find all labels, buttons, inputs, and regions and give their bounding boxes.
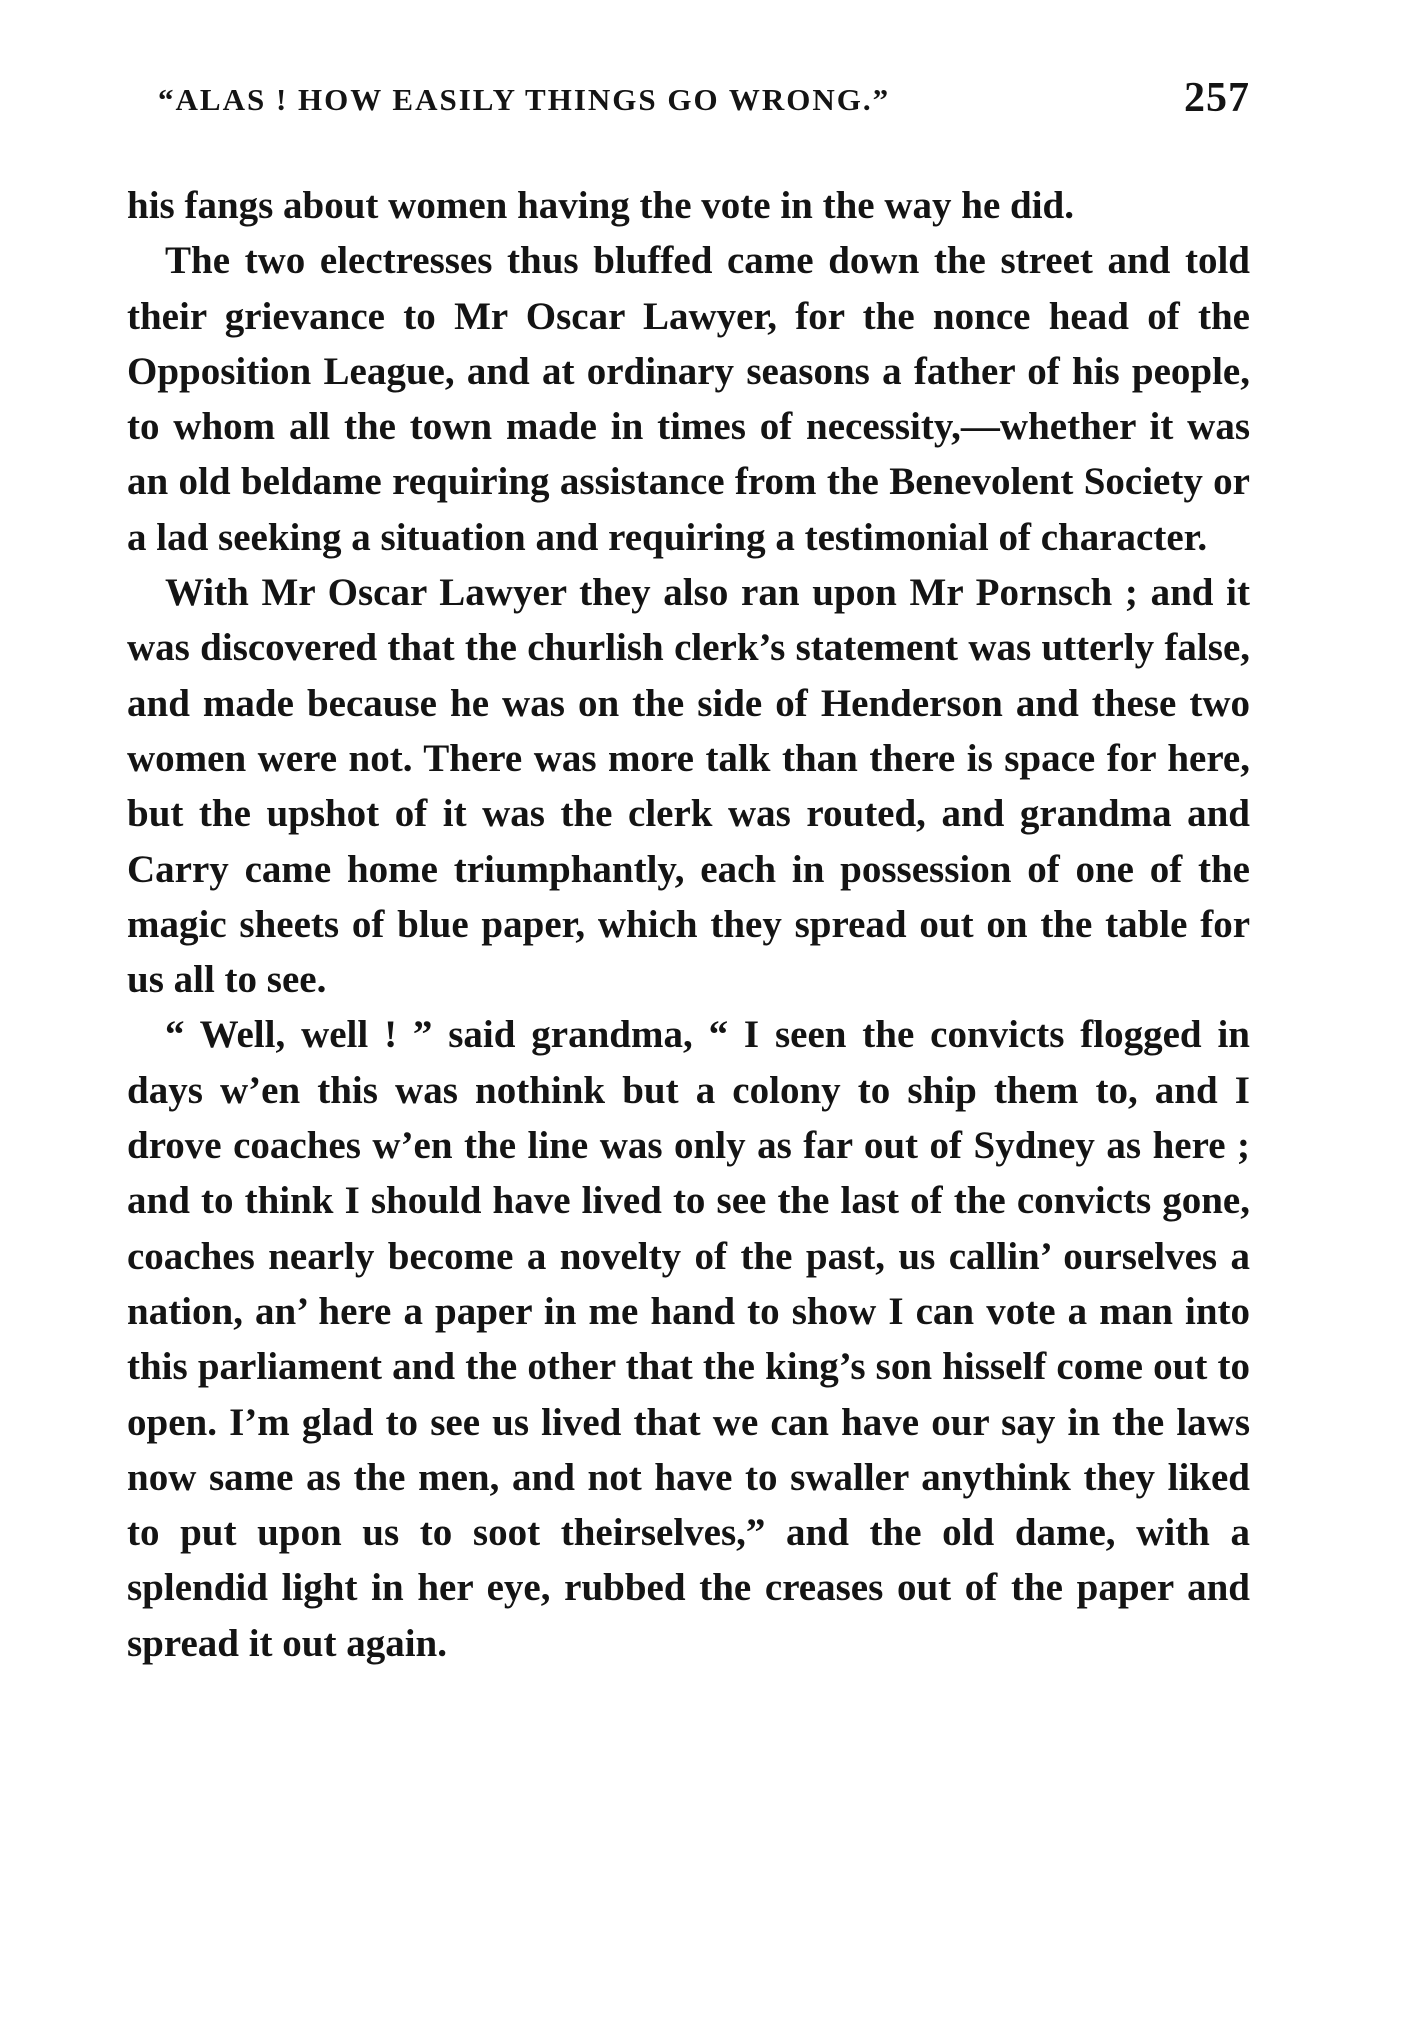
paragraph: The two electresses thus bluffed came down the street and told their grievance to Mr Oscar Lawyer, for the nonce head of the Opposition League, and at ordinary seasons a father of his people, to whom all the town made in times of necessity,—whether it was an old beldame requiring assistance from the Benevolent Society or a lad seeking a situation and requiring a testimonial of character.	[127, 239, 1250, 559]
running-head	[158, 70, 1250, 130]
running-title: “ALAS ! HOW EASILY THINGS GO WRONG.”	[158, 82, 891, 117]
body-text	[127, 178, 1250, 1671]
page-number: 257	[1184, 75, 1250, 121]
paragraph: With Mr Oscar Lawyer they also ran upon Mr Pornsch ; and it was discovered that the churlish clerk’s statement was utterly false, and made because he was on the side of Henderson and these two women were not. There was more talk than there is space for here, but the upshot of it was the clerk was routed, and grandma and Carry came home triumphantly, each in possession of one of the magic sheets of blue paper, which they spread out on the table for us all to see.	[127, 571, 1250, 1002]
paragraph: “ Well, well ! ” said grandma, “ I seen the convicts flogged in days w’en this was nothink but a colony to ship them to, and I drove coaches w’en the line was only as far out of Sydney as here ; and to think I should have lived to see the last of the convicts gone, coaches nearly become a novelty of the past, us callin’ ourselves a nation, an’ here a paper in me hand to show I can vote a man into this parliament and the other that the king’s son hisself come out to open. I’m glad to see us lived that we can have our say in the laws now same as the men, and not have to swaller anythink they liked to put upon us to soot theirselves,” and the old dame, with a splendid light in her eye, rubbed the creases out of the paper and spread it out again.	[127, 1013, 1250, 1665]
paragraph-continued: his fangs about women having the vote in the way he did.	[127, 184, 1074, 227]
